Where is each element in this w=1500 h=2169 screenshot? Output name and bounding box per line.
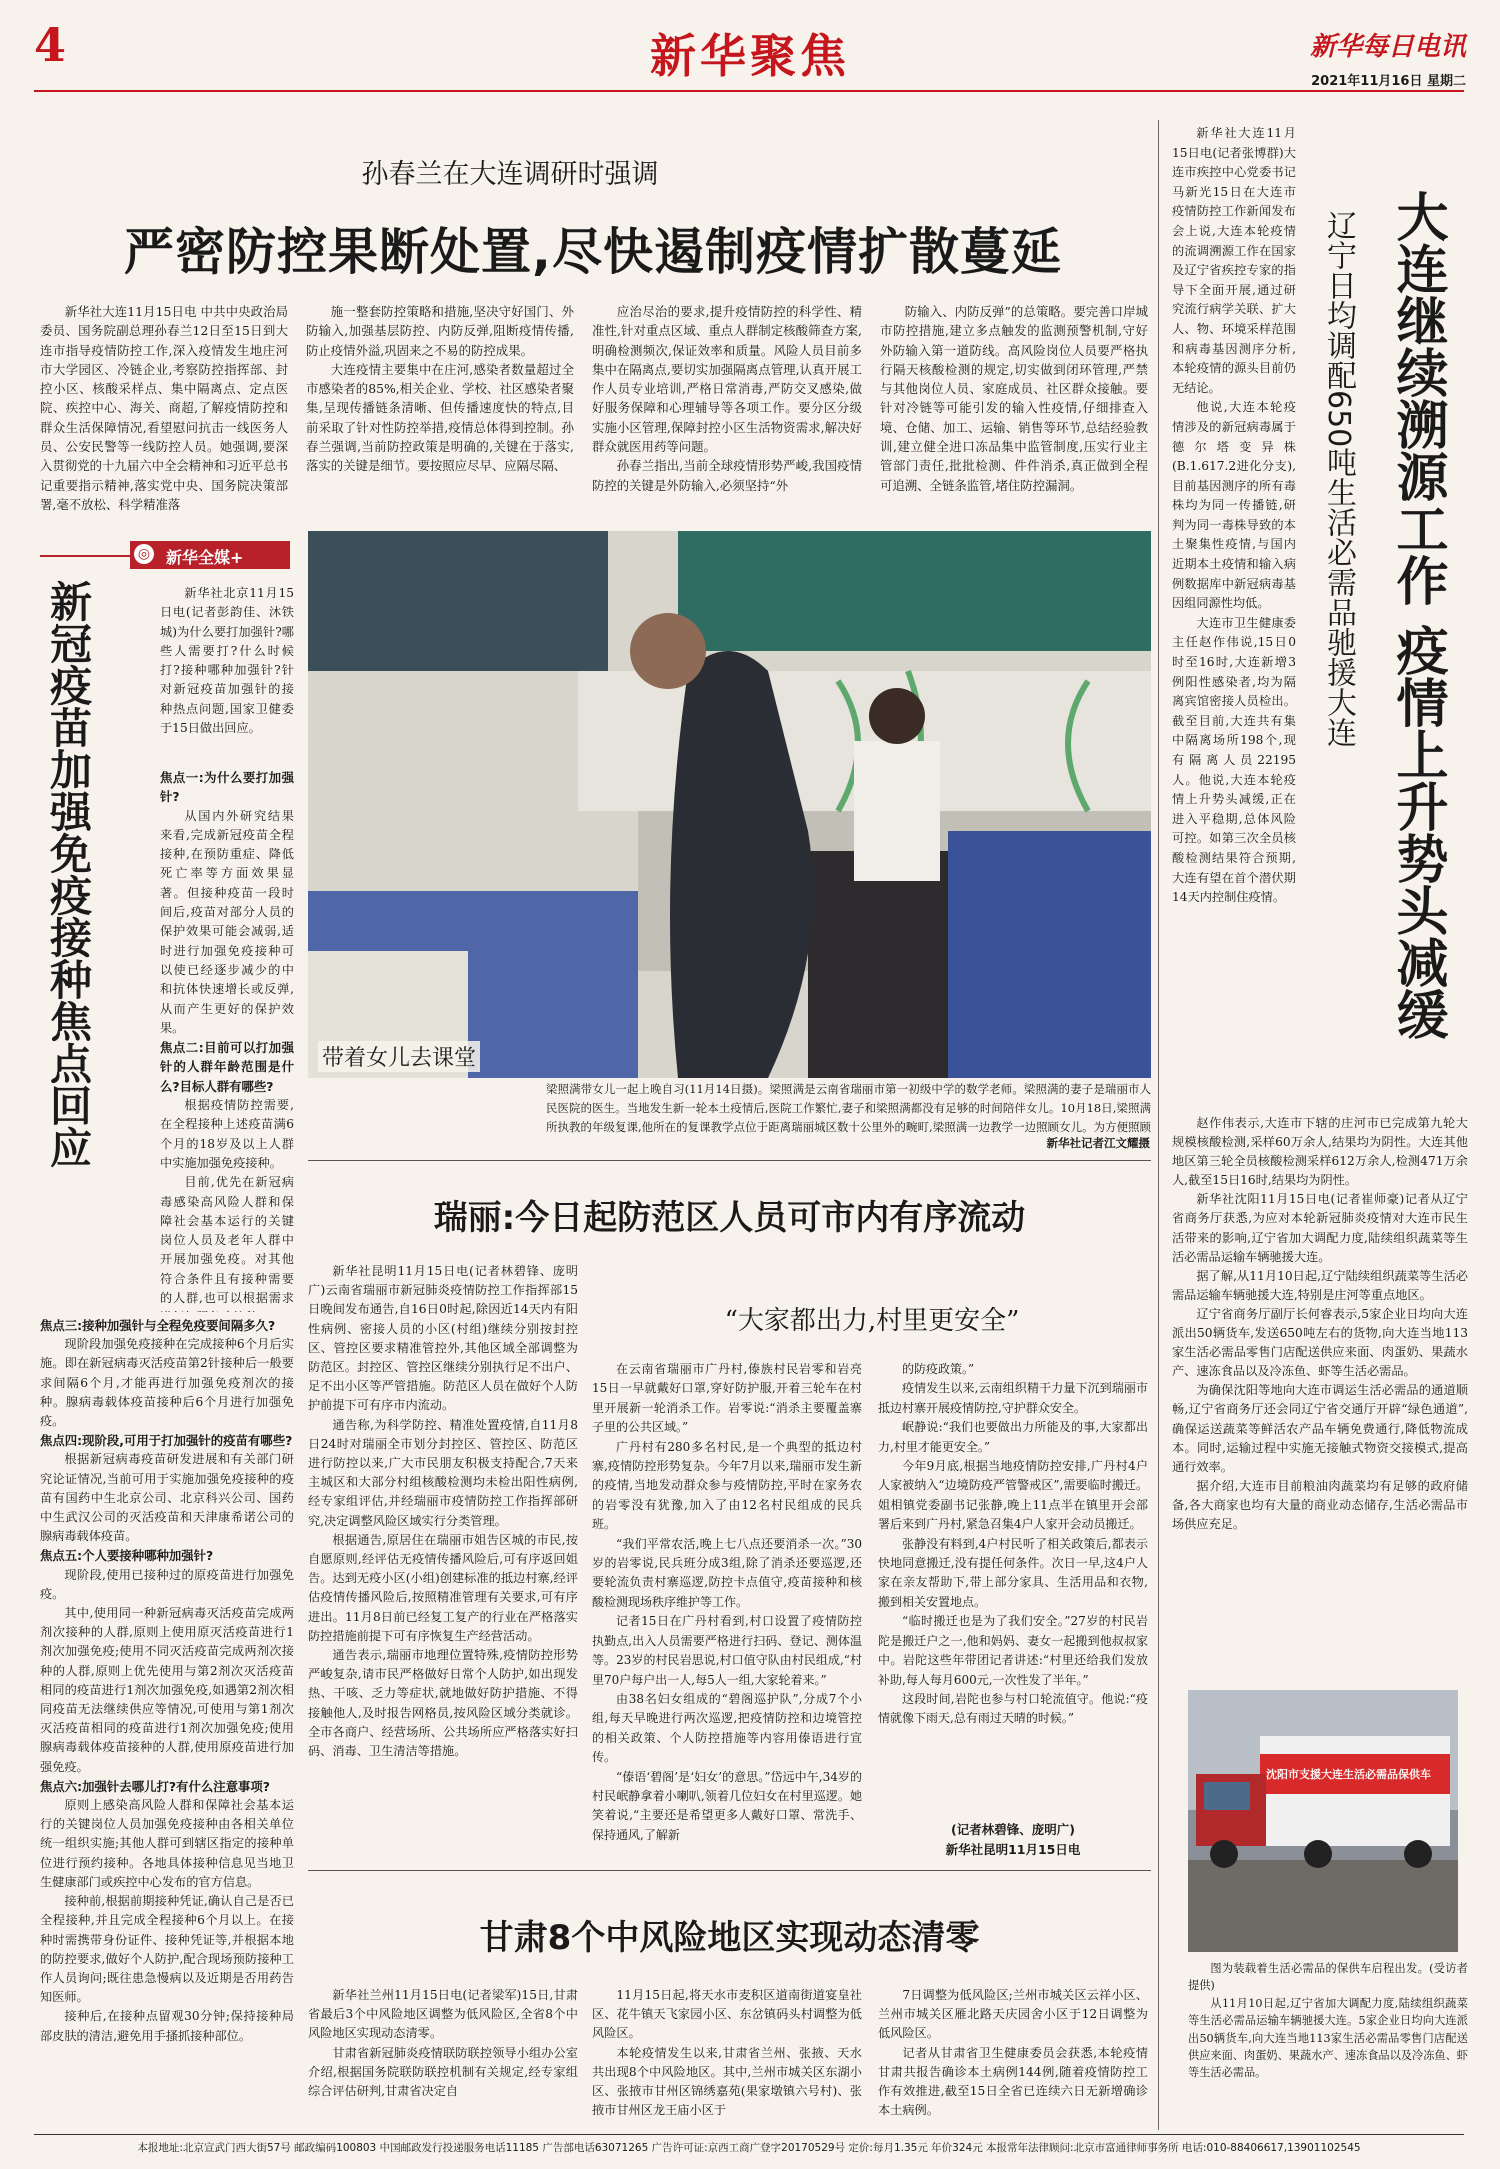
paragraph: 防输入、内防反弹”的总策略。要完善口岸城市防控措施,建立多点触发的监测预警机制,守好外防输入第一道防线。高风险岗位人员要严格执行隔天核酸检测的规定,切实做到闭环管理,严禁与其他岗位人员、家庭成员、社区群众接触。要针对冷链等可能引发的输入性疫情,仔细排查入境、仓储、加工、运输、销售等环节,总结经验教训,建立健全进口冻品集中监管制度,压实行业主管部门责任,批批检测、件件消杀,真正做到全程可追溯、全链条监管,堵住防控漏洞。 xyxy=(880,304,1148,493)
truck-caption xyxy=(1188,1960,1468,2110)
question-heading: 焦点二:目前可以打加强针的人群年龄范围是什么?目标人群有哪些? xyxy=(160,1040,294,1094)
paragraph: “临时搬迁也是为了我们安全。”27岁的村民岩陀是搬迁户之一,他和妈妈、妻女一起搬到他叔叔家中。岩陀这些年带团记者讲述:“村里还给我们发放补助,每人每月600元,一次性发了半年。” xyxy=(878,1614,1148,1687)
paragraph: 在云南省瑞丽市广丹村,傣族村民岩零和岩亮15日一早就戴好口罩,穿好防护服,开着三轮车在村里开展新一轮消杀工作。岩零说:“消杀主要覆盖寨子里的公共区域。” xyxy=(592,1362,862,1435)
paragraph: 据了解,从11月10日起,辽宁陆续组织蔬菜等生活必需品运输车辆驰援大连,特别是庄河等重点地区。 xyxy=(1172,1268,1468,1302)
paragraph: “傣语‘碧阁’是‘妇女’的意思。”岱远中午,34岁的村民岷静拿着小喇叭,领着几位妇女在村里巡逻。她笑着说,“主要还是希望更多人戴好口罩、常洗手、保持通风,了解新 xyxy=(592,1769,862,1842)
paragraph: “我们平常农活,晚上七八点还要消杀一次。”30岁的岩零说,民兵班分成3组,除了消杀还要巡逻,还要轮流负责村寨巡逻,防控卡点值守,疫苗接种和核酸检测现场秩序维护等工作。 xyxy=(592,1536,862,1609)
paragraph: 根据疫情防控需要,在全程接种上述疫苗满6个月的18岁及以上人群中实施加强免疫接种。 xyxy=(160,1098,294,1170)
ruili-col3 xyxy=(878,1360,1148,1780)
ruili-signoff-reporters: (记者林碧锋、庞明广) xyxy=(951,1822,1075,1837)
ruili-headline: 瑞丽:今日起防范区人员可市内有序流动 xyxy=(433,1198,1026,1238)
gansu-headline: 甘肃8个中风险地区实现动态清零 xyxy=(479,1918,980,1958)
paragraph: 接种前,根据前期接种凭证,确认自己是否已全程接种,并且完成全程接种6个月以上。在接种时需携带身份证件、接种凭证等,并根据本地的防控要求,做好个人防护,配合现场预防接种工作人员询问;既往患急慢病以及近期是否用药告知医师。 xyxy=(40,1894,294,2005)
paragraph: 岷静说:“我们也要做出力所能及的事,大家都出力,村里才能更安全。” xyxy=(878,1420,1148,1454)
section-title: 新华聚焦 xyxy=(650,29,850,83)
paragraph: 今年9月底,根据当地疫情防控安排,广丹村4户人家被纳入“边境防疫严管警戒区”,需要临时搬迁。姐相镇党委副书记张静,晚上11点半在镇里开会部署后来到广丹村,紧急召集4户人家开会动员搬迁。 xyxy=(878,1459,1148,1532)
vaccine-headline: 新冠疫苗加强免疫接种焦点回应 xyxy=(44,580,93,1168)
paragraph: 大连市卫生健康委主任赵作伟说,15日0时至16时,大连新增3例阳性感染者,均为隔离宾馆密接人员检出。截至目前,大连共有集中隔离场所198个,现有隔离人员22195人。他说,大连本轮疫情上升势头减缓,正在进入平稳期,总体风险可控。如第三次全员核酸检测结果符合预期,大连有望在首个潜伏期14天内控制住疫情。 xyxy=(1172,615,1296,905)
paragraph: 新华社大连11月15日电(记者张博群)大连市疾控中心党委书记马新光15日在大连市疫情防控工作新闻发布会上说,大连本轮疫情的流调溯源工作在国家及辽宁省疾控专家的指导下全面开展,通过研究流行病学关联、扩大人、物、环境采样范围和病毒基因测序分析,本轮疫情的源头目前仍无结论。 xyxy=(1172,126,1296,395)
paragraph: 由38名妇女组成的“碧阁巡护队”,分成7个小组,每天早晚进行两次巡逻,把疫情防控和边境管控的相关政策、个人防控措施等内容用傣语进行宣传。 xyxy=(592,1691,862,1765)
classroom-photo xyxy=(308,531,1151,1078)
paragraph: 11月15日起,将天水市麦积区道南街道宴皇社区、花牛镇天飞家园小区、东岔镇码头村调整为低风险区。 xyxy=(592,1988,862,2041)
vaccine-wide-body xyxy=(40,1316,294,2112)
footer-info: 本报地址:北京宣武门西大街57号 邮政编码100803 中国邮政发行投递服务电话11185 广告部电话63071265 广告许可证:京西工商广登字20170529号 定价:每月1.35元 年价324元 本报常年法律顾问:北京市富通律师事务所 电话:010-88406617,13901102545 xyxy=(137,2142,1361,2154)
paragraph: 通告表示,瑞丽市地理位置特殊,疫情防控形势严峻复杂,请市民严格做好日常个人防护,如出现发热、干咳、乏力等症状,就地做好防护措施、不得接触他人,及时报告网格员,按风险区域分类就诊。全市各商户、经营场所、公共场所应严格落实好扫码、消毒、卫生清洁等措施。 xyxy=(308,1648,578,1759)
paragraph: 施一整套防控策略和措施,坚决守好国门、外防输入,加强基层防控、内防反弹,阻断疫情传播,防止疫情外溢,巩固来之不易的防控成果。 xyxy=(306,304,574,358)
top-headline: 严密防控果断处置,尽快遏制疫情扩散蔓延 xyxy=(124,223,1062,281)
paragraph: 图为装载着生活必需品的保供车启程出发。(受访者提供) xyxy=(1188,1962,1468,1993)
gansu-col1 xyxy=(308,1986,578,2118)
paragraph: 这段时间,岩陀也参与村口轮流值守。他说:“疫情就像下雨天,总有雨过天晴的时候。” xyxy=(878,1691,1148,1726)
paragraph: 接种后,在接种点留观30分钟;保持接种局部皮肤的清洁,避免用手搔抓接种部位。 xyxy=(40,2009,294,2043)
right-subhead: 辽宁日均调配650吨生活必需品驰援大连 xyxy=(1321,210,1356,748)
question-heading: 焦点一:为什么要打加强针? xyxy=(160,770,294,805)
top-story-col3 xyxy=(592,302,862,552)
vaccine-narrow-body xyxy=(160,768,294,1312)
paragraph: 根据新冠病毒疫苗研发进展和有关部门研究论证情况,当前可用于实施加强免疫接种的疫苗有国药中生北京公司、北京科兴公司、国药中生武汉公司的灭活疫苗和天津康希诺公司的腺病毒载体疫苗。 xyxy=(40,1452,294,1544)
paragraph: 大连疫情主要集中在庄河,感染者数量超过全市感染者的85%,相关企业、学校、社区感染者聚集,呈现传播链条清晰、但传播速度快的特点,目前采取了针对性防控举措,疫情总体得到控制。孙春兰强调,当前防控政策是明确的,关键在于落实,落实的关键是细节。要按照应尽早、应隔尽隔、 xyxy=(306,361,574,474)
truck-photo xyxy=(1188,1690,1458,1952)
paragraph: 据介绍,大连市目前粮油肉蔬菜均有足够的政府储备,各大商家也均有大量的商业动态储存,生活必需品市场供应充足。 xyxy=(1172,1478,1468,1531)
paragraph: 现阶段加强免疫接种在完成接种6个月后实施。即在新冠病毒灭活疫苗第2针接种后一般要求间隔6个月,才能再进行加强免疫剂次的接种。腺病毒载体疫苗接种后6个月进行加强免疫。 xyxy=(40,1337,294,1429)
page-number: 4 xyxy=(34,18,67,72)
paragraph: 孙春兰指出,当前全球疫情形势严峻,我国疫情防控的关键是外防输入,必须坚持“外 xyxy=(592,458,862,493)
paper-name: 新华每日电讯 xyxy=(1309,32,1466,62)
top-story-col2 xyxy=(306,302,574,552)
question-heading: 焦点五:个人要接种哪种加强针? xyxy=(40,1548,214,1564)
gansu-top-rule xyxy=(308,1870,1151,1871)
paragraph: 的防疫政策。” xyxy=(902,1362,975,1376)
paragraph: 记者从甘肃省卫生健康委员会获悉,本轮疫情甘肃共报告确诊本土病例144例,随着疫情防控工作有效推进,截至15日全省已连续六日无新增确诊本土病例。 xyxy=(878,2045,1148,2118)
xinhua-media-badge xyxy=(130,541,290,569)
paragraph: 为确保沈阳等地向大连市调运生活必需品的通道顺畅,辽宁省商务厅还会同辽宁省交通厅开辟“绿色通道”,确保运送蔬菜等鲜活农产品车辆免费通行,降低物流成本。同时,运输过程中实施无接触式物资交接模式,提高通行效率。 xyxy=(1172,1383,1468,1474)
issue-date: 2021年11月16日 星期二 xyxy=(1311,74,1466,89)
masthead-rule xyxy=(34,90,1464,92)
top-story-col4 xyxy=(880,302,1148,552)
right-wide-col xyxy=(1172,1114,1468,1684)
paragraph: 疫情发生以来,云南组织精干力量下沉到瑞丽市抵边村寨开展疫情防控,守护群众安全。 xyxy=(878,1381,1148,1415)
ruili-col2 xyxy=(592,1360,862,1850)
paragraph: 张静没有料到,4户村民听了相关政策后,都表示快地同意搬迁,没有提任何条件。次日一早,这4户人家在亲友帮助下,带上部分家具、生活用品和衣物,搬到相关安置地点。 xyxy=(878,1536,1148,1609)
ruili-sub-headline: “大家都出力,村里更安全” xyxy=(724,1306,1020,1336)
paragraph: 目前,优先在新冠病毒感染高风险人群和保障社会基本运行的关键岗位人员及老年人群中开展加强免疫。对其他符合条件且有接种需要的人群,也可以根据需求 xyxy=(160,1175,294,1306)
question-heading: 焦点四:现阶段,可用于打加强针的疫苗有哪些? xyxy=(40,1433,293,1449)
paragraph: 新华社昆明11月15日电(记者林碧锋、庞明广)云南省瑞丽市新冠肺炎疫情防控工作指挥部15日晚间发布通告,自16日0时起,除因近14天内有阳性病例、密接人员的小区(村组)继续分别按封控区、管控区要求精准管控外,其他区域全部调整为防范区。封控区、管控区继续分别执行足不出户、足不出小区等严管措施。防范区人员在做好个人防护前提下可有序市内流动。 xyxy=(308,1264,578,1413)
footer-rule xyxy=(34,2134,1464,2135)
paragraph: 甘肃省新冠肺炎疫情联防联控领导小组办公室介绍,根据国务院联防联控机制有关规定,经专家组综合评估研判,甘肃省决定自 xyxy=(308,2045,578,2099)
paragraph: 其中,使用同一种新冠病毒灭活疫苗完成两剂次接种的人群,原则上使用原灭活疫苗进行1剂次加强免疫;使用不同灭活疫苗完成两剂次接种的人群,原则上优先使用与第2剂次灭活疫苗相同的疫苗进行1剂次加强免疫,如遇第2剂次相同疫苗无法继续供应等情况,可使用与第1剂次灭活疫苗相同的疫苗进行1剂次加强免疫;使用腺病毒载体疫苗接种的人群,使用原疫苗进行加强免疫。 xyxy=(40,1606,294,1774)
top-kicker: 孙春兰在大连调研时强调 xyxy=(361,159,659,190)
paragraph: 新华社兰州11月15日电(记者梁军)15日,甘肃省最后3个中风险地区调整为低风险区,全省8个中风险地区实现动态清零。 xyxy=(308,1988,578,2041)
truck-banner-text: 沈阳市支援大连生活必需品保供车 xyxy=(1266,1768,1431,1781)
paragraph: 应治尽治的要求,提升疫情防控的科学性、精准性,针对重点区域、重点人群制定核酸筛查方案,明确检测频次,保证效率和质量。风险人员目前多集中在隔离点,要切实加强隔离点管理,认真开展工作人员专业培训,严格日常消毒,严防交叉感染,做好服务保障和心理辅导等各项工作。要分区分级实施小区管理,保障封控小区生活物资需求,解决好群众就医用药等问题。 xyxy=(592,304,862,455)
right-narrow-col xyxy=(1172,124,1296,1114)
paragraph: 根据通告,原居住在瑞丽市姐告区城的市民,按自愿原则,经评估无疫情传播风险后,可有序返回姐告。达到无疫小区(小组)创建标准的抵边村寨,经评估疫情传播风险后,按照精准管理有关要求,可有序进出。11月8日前已经复工复产的行业在严格落实防控措施前提下可有序恢复生产经营活动。 xyxy=(308,1532,578,1643)
paragraph: 通告称,为科学防控、精准处置疫情,自11月8日24时对瑞丽全市划分封控区、管控区、防范区进行防控以来,广大市民朋友积极支持配合,7天来主城区和大部分村组核酸检测均未检出阳性病例,经专家组评估,并经瑞丽市疫情防控工作指挥部研究,决定调整风险区域实行分类管理。 xyxy=(308,1417,578,1528)
badge-label: 新华全媒+ xyxy=(166,548,244,567)
paragraph: 新华社沈阳11月15日电(记者崔师豪)记者从辽宁省商务厅获悉,为应对本轮新冠肺炎疫情对大连市民生活带来的影响,辽宁省加大调配力度,陆续组织蔬菜等生活必需品运输车辆驰援大连。 xyxy=(1172,1192,1468,1264)
paragraph: 7日调整为低风险区;兰州市城关区云祥小区、兰州市城关区雁北路天庆园舍小区于12日调整为低风险区。 xyxy=(878,1988,1148,2041)
paragraph: 原则上感染高风险人群和保障社会基本运行的关键岗位人员加强免疫接种由各相关单位统一组织实施;其他人群可到辖区指定的接种单位进行预约接种。各地具体接种信息见当地卫生健康部门或疾控中心发布的官方信息。 xyxy=(40,1798,294,1889)
ruili-col1 xyxy=(308,1262,578,1862)
paragraph: 广丹村有280多名村民,是一个典型的抵边村寨,疫情防控形势复杂。今年7月以来,瑞丽市发生新的疫情,当地发动群众参与疫情防控,平时在家务农的岩零没有犹豫,加入了由12名村民组成的民兵班。 xyxy=(592,1439,862,1532)
photo-credit: 新华社记者江文耀摄 xyxy=(1046,1136,1150,1150)
globe-icon: ◎ xyxy=(134,544,154,564)
paragraph: 赵作伟表示,大连市下辖的庄河市已完成第九轮大规模核酸检测,采样60万余人,结果均为阴性。大连其他地区第三轮全员核酸检测采样612万余人,检测471万余人,截至15日16时,结果均为阴性。 xyxy=(1172,1116,1468,1188)
question-heading: 焦点六:加强针去哪儿打?有什么注意事项? xyxy=(40,1778,270,1794)
paragraph: 现阶段,使用已接种过的原疫苗进行加强免疫。 xyxy=(40,1567,294,1601)
paragraph: 从11月10日起,辽宁省加大调配力度,陆续组织蔬菜等生活必需品运输车辆驰援大连。5家企业日均向大连派出50辆货车,向大连当地113家生活必需品零售门店配送供应来面、肉蛋奶、果蔬水产、速冻食品以及冷冻鱼、虾等生活必需品。 xyxy=(1188,1996,1468,2080)
question-heading: 焦点三:接种加强针与全程免疫要间隔多久? xyxy=(40,1318,276,1333)
paragraph: 他说,大连本轮疫情涉及的新冠病毒属于德尔塔变异株(B.1.617.2进化分支),目前基因测序的所有毒株均为同一传播链,研判为同一毒株导致的本土聚集性疫情,与国内近期本土疫情和输入病例数据库中新冠病毒基因组同源性均低。 xyxy=(1172,400,1296,611)
badge-rule xyxy=(40,555,130,557)
ruili-signoff-dateline: 新华社昆明11月15日电 xyxy=(945,1842,1081,1857)
paragraph: 辽宁省商务厅副厅长何睿表示,5家企业日均向大连派出50辆货车,发送650吨左右的货物,向大连当地113家生活必需品零售门店配送供应来面、肉蛋奶、果蔬水产、速冻食品以及冷冻鱼、虾等生活必需品。 xyxy=(1172,1306,1468,1379)
gansu-col2 xyxy=(592,1986,862,2118)
gansu-col3 xyxy=(878,1986,1148,2118)
paragraph: 从国内外研究结果来看,完成新冠疫苗全程接种,在预防重症、降低死亡率等方面效果显著。但接种疫苗一段时间后,疫苗对部分人员的保护效果可能会减弱,适时进行加强免疫接种可以使已经逐步减少的中和抗体快速增长或反弹,从而产生更好的保护效果。 xyxy=(160,808,294,1035)
paragraph: 本轮疫情发生以来,甘肃省兰州、张掖、天水共出现8个中风险地区。其中,兰州市城关区东湖小区、张掖市甘州区锦绣嘉苑(果家墩镇六号村)、张掖市甘州区龙王庙小区于 xyxy=(592,2045,862,2118)
photo-title: 带着女儿去课堂 xyxy=(318,1041,480,1072)
paragraph: 记者15日在广丹村看到,村口设置了疫情防控执勤点,出入人员需要严格进行扫码、登记、测体温等。23岁的村民岩思说,村口值守队由村民组成,“村里70户每户出一人,每5人一组,大家轮着来。” xyxy=(592,1614,862,1687)
vaccine-intro: 新华社北京11月15日电(记者彭韵佳、沐铁城)为什么要打加强针?哪些人需要打?什么时候打?接种哪种加强针?针对新冠疫苗加强针的接种热点问题,国家卫健委于15日做出回应。 xyxy=(160,586,294,736)
ruili-top-rule xyxy=(308,1160,1151,1161)
top-story-col1: 新华社大连11月15日电 中共中央政治局委员、国务院副总理孙春兰12日至15日到大连市指导疫情防控工作,深入疫情发生地庄河市大学园区、冷链企业,考察防控指挥部、封控小区、核酸采样点、集中隔离点、定点医院、疾控中心、海关、商超,了解疫情防控和群众生活保障情况,看望慰问抗击一线医务人员、公安民警等一线防控人员。她强调,要深入贯彻党的十九届六中全会精神和习近平总书记重要指示精神,落实党中央、国务院决策部署,毫不放松、科学精准落 xyxy=(40,304,288,512)
right-headline: 大连继续溯源工作 疫情上升势头减缓 xyxy=(1387,190,1447,1041)
photo-caption: 梁照满带女儿一起上晚自习(11月14日摄)。梁照满是云南省瑞丽市第一初级中学的数学老师。梁照满的妻子是瑞丽市人民医院的医生。当地发生新一轮本土疫情后,医院工作繁忙,妻子和梁照满都没有足够的时间陪伴女儿。10月18日,梁照满所执教的年级复课,他所在的复课教学点位于距离瑞丽城区数十公里外的畹町,梁照满一边教学一边照顾女儿。为方便照顾 xyxy=(546,1082,1151,1134)
right-divider xyxy=(1158,120,1159,2130)
